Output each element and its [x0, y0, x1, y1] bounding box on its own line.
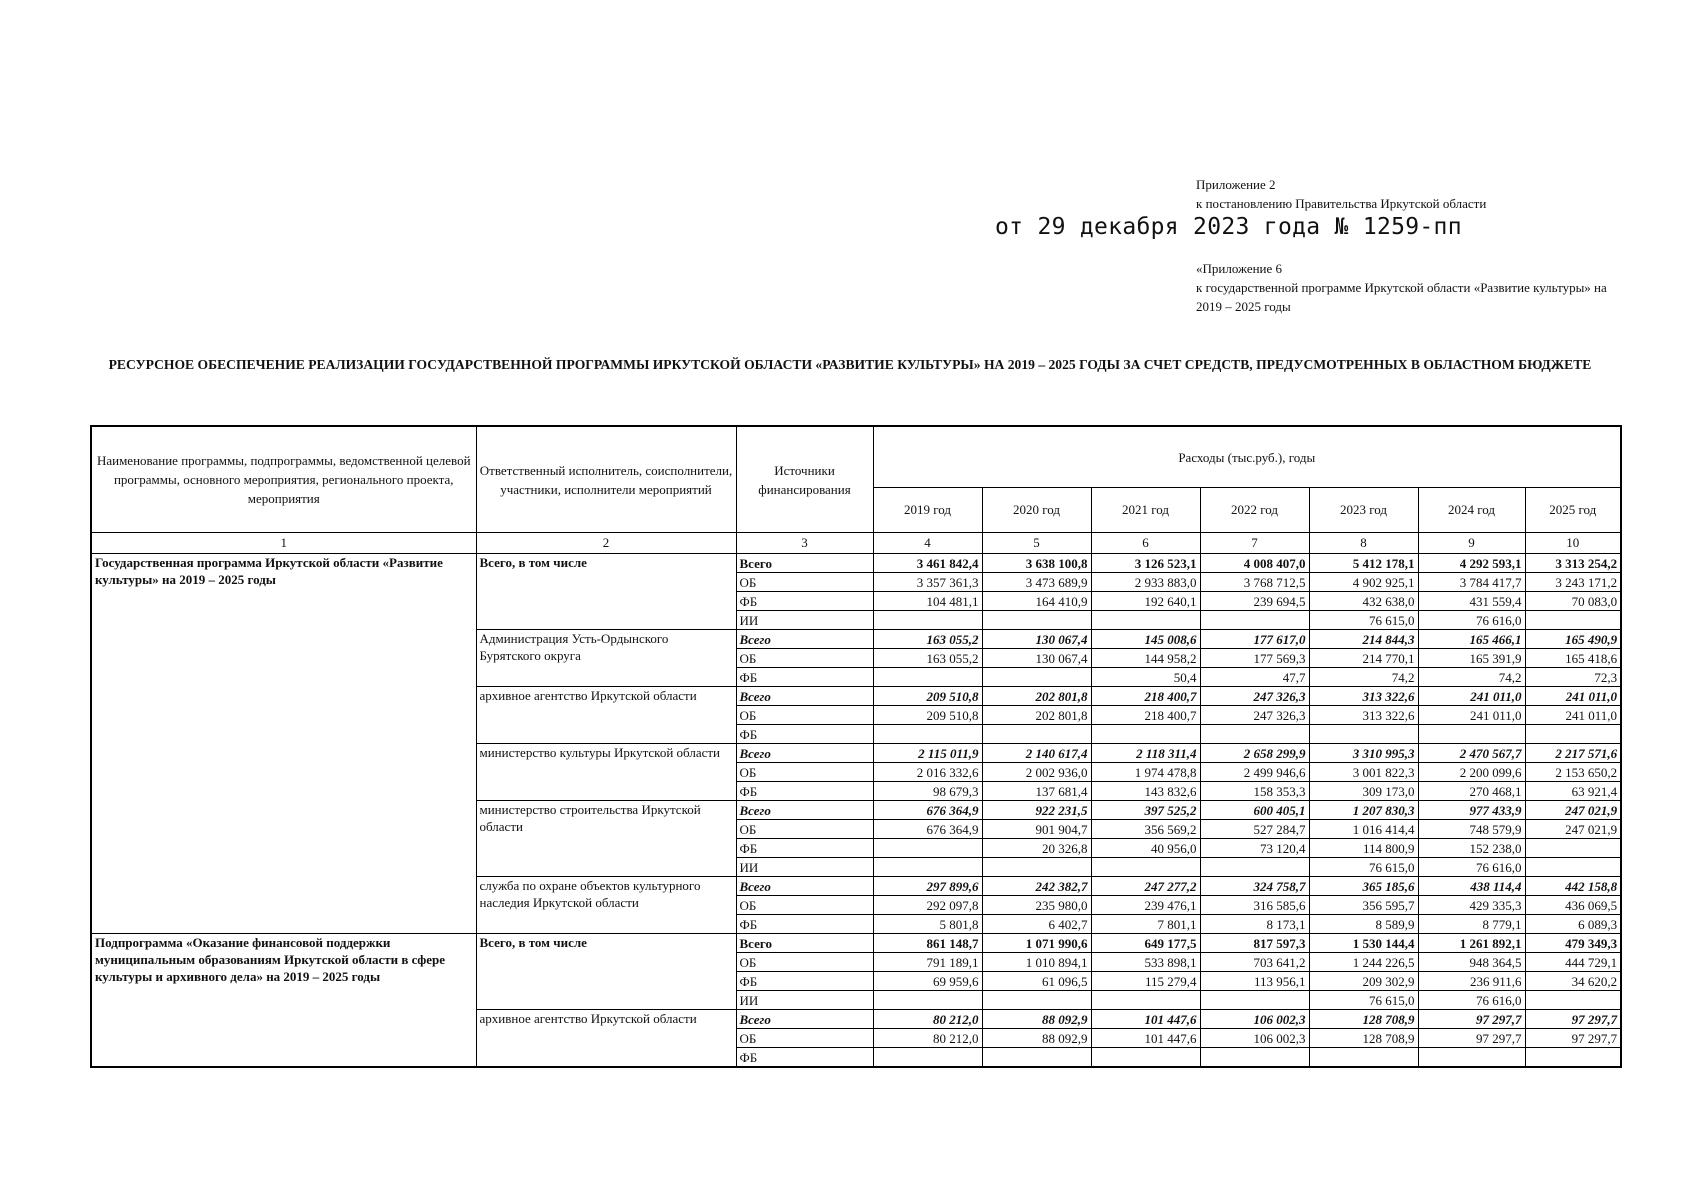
funding-source: Всего [736, 630, 873, 649]
year-header: 2025 год [1525, 488, 1621, 533]
amount-cell: 600 405,1 [1200, 801, 1309, 820]
funding-source: ОБ [736, 649, 873, 668]
amount-cell: 922 231,5 [982, 801, 1091, 820]
amount-cell: 202 801,8 [982, 687, 1091, 706]
amount-cell: 6 402,7 [982, 915, 1091, 934]
amount-cell: 97 297,7 [1418, 1010, 1525, 1029]
amount-cell: 438 114,4 [1418, 877, 1525, 896]
amount-cell: 164 410,9 [982, 592, 1091, 611]
col-number: 3 [736, 533, 873, 554]
amount-cell: 5 801,8 [873, 915, 982, 934]
col-header-executor: Ответственный исполнитель, соисполнители, участники, исполнители мероприятий [476, 426, 736, 533]
amount-cell: 3 473 689,9 [982, 573, 1091, 592]
amount-cell [1091, 991, 1200, 1010]
funding-source: ОБ [736, 573, 873, 592]
amount-cell: 20 326,8 [982, 839, 1091, 858]
col-header-source: Источники финансирования [736, 426, 873, 533]
amount-cell: 324 758,7 [1200, 877, 1309, 896]
amount-cell: 1 010 894,1 [982, 953, 1091, 972]
amount-cell: 76 615,0 [1309, 991, 1418, 1010]
appendix6-line-1: «Приложение 6 [1196, 261, 1283, 276]
amount-cell: 97 297,7 [1525, 1029, 1621, 1048]
col-header-expenses: Расходы (тыс.руб.), годы [873, 426, 1621, 488]
funding-source: ОБ [736, 1029, 873, 1048]
amount-cell: 3 126 523,1 [1091, 554, 1200, 573]
amount-cell: 241 011,0 [1525, 706, 1621, 725]
amount-cell: 241 011,0 [1418, 687, 1525, 706]
year-header: 2021 год [1091, 488, 1200, 533]
amount-cell [1525, 611, 1621, 630]
amount-cell [1525, 839, 1621, 858]
year-header: 2020 год [982, 488, 1091, 533]
amount-cell: 2 499 946,6 [1200, 763, 1309, 782]
col-number: 5 [982, 533, 1091, 554]
amount-cell: 106 002,3 [1200, 1010, 1309, 1029]
document-title: РЕСУРСНОЕ ОБЕСПЕЧЕНИЕ РЕАЛИЗАЦИИ ГОСУДАРСТВЕННОЙ ПРОГРАММЫ ИРКУТСКОЙ ОБЛАСТИ «РАЗВИТИЕ КУЛЬТУРЫ» НА 2019 – 2025 ГОДЫ ЗА СЧЕТ СРЕДСТВ, ПРЕДУСМОТРЕННЫХ В ОБЛАСТНОМ БЮДЖЕТЕ [108, 357, 1592, 372]
amount-cell: 676 364,9 [873, 801, 982, 820]
amount-cell: 1 207 830,3 [1309, 801, 1418, 820]
table-body [91, 554, 1621, 1068]
amount-cell: 128 708,9 [1309, 1029, 1418, 1048]
funding-source: Всего [736, 1010, 873, 1029]
amount-cell: 297 899,6 [873, 877, 982, 896]
col-number: 7 [1200, 533, 1309, 554]
amount-cell: 3 357 361,3 [873, 573, 982, 592]
amount-cell: 165 418,6 [1525, 649, 1621, 668]
amount-cell: 152 238,0 [1418, 839, 1525, 858]
amount-cell: 3 243 171,2 [1525, 573, 1621, 592]
funding-source: Всего [736, 934, 873, 953]
amount-cell: 2 002 936,0 [982, 763, 1091, 782]
amount-cell: 4 008 407,0 [1200, 554, 1309, 573]
amount-cell: 73 120,4 [1200, 839, 1309, 858]
amount-cell: 247 326,3 [1200, 687, 1309, 706]
amount-cell: 977 433,9 [1418, 801, 1525, 820]
col-number: 4 [873, 533, 982, 554]
amount-cell: 4 292 593,1 [1418, 554, 1525, 573]
amount-cell [873, 1048, 982, 1068]
amount-cell: 50,4 [1091, 668, 1200, 687]
amount-cell [1418, 1048, 1525, 1068]
amount-cell: 247 021,9 [1525, 801, 1621, 820]
amount-cell: 145 008,6 [1091, 630, 1200, 649]
amount-cell: 163 055,2 [873, 630, 982, 649]
col-number: 8 [1309, 533, 1418, 554]
amount-cell: 397 525,2 [1091, 801, 1200, 820]
amount-cell: 436 069,5 [1525, 896, 1621, 915]
amount-cell: 3 313 254,2 [1525, 554, 1621, 573]
appendix-header [1196, 175, 1486, 213]
amount-cell: 1 244 226,5 [1309, 953, 1418, 972]
amount-cell: 76 616,0 [1418, 991, 1525, 1010]
amount-cell [1309, 725, 1418, 744]
amount-cell: 218 400,7 [1091, 706, 1200, 725]
table-row [91, 934, 1621, 953]
amount-cell: 70 083,0 [1525, 592, 1621, 611]
amount-cell: 61 096,5 [982, 972, 1091, 991]
executor-name: министерство культуры Иркутской области [476, 744, 736, 801]
amount-cell: 158 353,3 [1200, 782, 1309, 801]
amount-cell: 214 770,1 [1309, 649, 1418, 668]
amount-cell [1091, 858, 1200, 877]
amount-cell: 2 470 567,7 [1418, 744, 1525, 763]
amount-cell: 247 021,9 [1525, 820, 1621, 839]
amount-cell: 88 092,9 [982, 1010, 1091, 1029]
amount-cell: 3 310 995,3 [1309, 744, 1418, 763]
amount-cell: 97 297,7 [1418, 1029, 1525, 1048]
amount-cell [1525, 991, 1621, 1010]
amount-cell: 76 615,0 [1309, 611, 1418, 630]
col-number: 9 [1418, 533, 1525, 554]
amount-cell [982, 668, 1091, 687]
amount-cell: 130 067,4 [982, 630, 1091, 649]
amount-cell: 143 832,6 [1091, 782, 1200, 801]
amount-cell: 209 510,8 [873, 706, 982, 725]
amount-cell [873, 839, 982, 858]
amount-cell [1525, 725, 1621, 744]
amount-cell [1525, 858, 1621, 877]
amount-cell: 101 447,6 [1091, 1010, 1200, 1029]
amount-cell: 444 729,1 [1525, 953, 1621, 972]
funding-source: ФБ [736, 839, 873, 858]
amount-cell: 313 322,6 [1309, 687, 1418, 706]
amount-cell: 316 585,6 [1200, 896, 1309, 915]
executor-name: Всего, в том числе [476, 934, 736, 1010]
amount-cell [1200, 991, 1309, 1010]
amount-cell: 144 958,2 [1091, 649, 1200, 668]
executor-name: архивное агентство Иркутской области [476, 1010, 736, 1068]
amount-cell: 6 089,3 [1525, 915, 1621, 934]
amount-cell [1525, 1048, 1621, 1068]
amount-cell: 74,2 [1309, 668, 1418, 687]
amount-cell [982, 991, 1091, 1010]
amount-cell [1418, 725, 1525, 744]
amount-cell: 47,7 [1200, 668, 1309, 687]
amount-cell: 365 185,6 [1309, 877, 1418, 896]
amount-cell: 115 279,4 [1091, 972, 1200, 991]
col-number: 2 [476, 533, 736, 554]
amount-cell: 1 974 478,8 [1091, 763, 1200, 782]
amount-cell: 861 148,7 [873, 934, 982, 953]
amount-cell: 2 933 883,0 [1091, 573, 1200, 592]
amount-cell: 239 694,5 [1200, 592, 1309, 611]
amount-cell: 209 302,9 [1309, 972, 1418, 991]
funding-source: Всего [736, 744, 873, 763]
funding-source: ФБ [736, 972, 873, 991]
amount-cell: 80 212,0 [873, 1010, 982, 1029]
funding-source: ФБ [736, 668, 873, 687]
amount-cell: 2 115 011,9 [873, 744, 982, 763]
amount-cell: 2 118 311,4 [1091, 744, 1200, 763]
appendix-line-2: к постановлению Правительства Иркутской области [1196, 196, 1487, 211]
funding-source: Всего [736, 877, 873, 896]
executor-name: Администрация Усть-Ордынского Бурятского округа [476, 630, 736, 687]
amount-cell: 40 956,0 [1091, 839, 1200, 858]
amount-cell: 356 569,2 [1091, 820, 1200, 839]
funding-source: ИИ [736, 858, 873, 877]
funding-source: Всего [736, 687, 873, 706]
amount-cell: 72,3 [1525, 668, 1621, 687]
col-number: 1 [91, 533, 476, 554]
funding-source: ИИ [736, 611, 873, 630]
year-header: 2019 год [873, 488, 982, 533]
amount-cell: 4 902 925,1 [1309, 573, 1418, 592]
amount-cell: 431 559,4 [1418, 592, 1525, 611]
amount-cell [1200, 725, 1309, 744]
amount-cell: 8 173,1 [1200, 915, 1309, 934]
amount-cell: 76 616,0 [1418, 611, 1525, 630]
amount-cell: 2 140 617,4 [982, 744, 1091, 763]
amount-cell [982, 725, 1091, 744]
col-number: 10 [1525, 533, 1621, 554]
amount-cell: 241 011,0 [1525, 687, 1621, 706]
amount-cell: 247 326,3 [1200, 706, 1309, 725]
amount-cell: 1 261 892,1 [1418, 934, 1525, 953]
amount-cell: 270 468,1 [1418, 782, 1525, 801]
funding-source: Всего [736, 554, 873, 573]
amount-cell: 292 097,8 [873, 896, 982, 915]
amount-cell: 106 002,3 [1200, 1029, 1309, 1048]
amount-cell: 2 016 332,6 [873, 763, 982, 782]
amount-cell [873, 858, 982, 877]
amount-cell: 241 011,0 [1418, 706, 1525, 725]
amount-cell: 74,2 [1418, 668, 1525, 687]
funding-source: Всего [736, 801, 873, 820]
funding-source: ИИ [736, 991, 873, 1010]
funding-source: ФБ [736, 1048, 873, 1068]
amount-cell: 163 055,2 [873, 649, 982, 668]
funding-source: ОБ [736, 706, 873, 725]
amount-cell: 676 364,9 [873, 820, 982, 839]
amount-cell: 3 461 842,4 [873, 554, 982, 573]
amount-cell [873, 725, 982, 744]
amount-cell: 1 071 990,6 [982, 934, 1091, 953]
amount-cell: 2 153 650,2 [1525, 763, 1621, 782]
amount-cell: 239 476,1 [1091, 896, 1200, 915]
amount-cell: 901 904,7 [982, 820, 1091, 839]
amount-cell: 703 641,2 [1200, 953, 1309, 972]
amount-cell: 748 579,9 [1418, 820, 1525, 839]
amount-cell [982, 611, 1091, 630]
year-header: 2024 год [1418, 488, 1525, 533]
amount-cell: 5 412 178,1 [1309, 554, 1418, 573]
amount-cell: 165 466,1 [1418, 630, 1525, 649]
amount-cell: 130 067,4 [982, 649, 1091, 668]
amount-cell: 8 589,9 [1309, 915, 1418, 934]
executor-name: архивное агентство Иркутской области [476, 687, 736, 744]
amount-cell: 177 569,3 [1200, 649, 1309, 668]
executor-name: служба по охране объектов культурного наследия Иркутской области [476, 877, 736, 934]
amount-cell: 3 768 712,5 [1200, 573, 1309, 592]
appendix-line-1: Приложение 2 [1196, 177, 1276, 192]
amount-cell: 113 956,1 [1200, 972, 1309, 991]
col-number: 6 [1091, 533, 1200, 554]
resource-table [90, 425, 1622, 1068]
amount-cell [1091, 1048, 1200, 1068]
amount-cell: 236 911,6 [1418, 972, 1525, 991]
amount-cell [1091, 725, 1200, 744]
amount-cell: 649 177,5 [1091, 934, 1200, 953]
amount-cell [1091, 611, 1200, 630]
amount-cell [873, 991, 982, 1010]
executor-name: министерство строительства Иркутской области [476, 801, 736, 877]
funding-source: ФБ [736, 592, 873, 611]
program-name: Подпрограмма «Оказание финансовой поддержки муниципальным образованиям Иркутской области в сфере культуры и архивного дела» на 2019 – 2025 годы [91, 934, 476, 1068]
amount-cell [873, 611, 982, 630]
amount-cell: 218 400,7 [1091, 687, 1200, 706]
amount-cell: 34 620,2 [1525, 972, 1621, 991]
amount-cell: 313 322,6 [1309, 706, 1418, 725]
funding-source: ОБ [736, 896, 873, 915]
amount-cell: 76 615,0 [1309, 858, 1418, 877]
amount-cell: 80 212,0 [873, 1029, 982, 1048]
appendix6-line-2: к государственной программе Иркутской области «Развитие культуры» на 2019 – 2025 годы [1196, 280, 1607, 314]
amount-cell: 817 597,3 [1200, 934, 1309, 953]
amount-cell: 101 447,6 [1091, 1029, 1200, 1048]
amount-cell: 165 490,9 [1525, 630, 1621, 649]
table-row [91, 554, 1621, 573]
amount-cell [982, 858, 1091, 877]
funding-source: ОБ [736, 763, 873, 782]
funding-source: ОБ [736, 820, 873, 839]
amount-cell [1309, 1048, 1418, 1068]
amount-cell: 429 335,3 [1418, 896, 1525, 915]
amount-cell: 3 001 822,3 [1309, 763, 1418, 782]
amount-cell: 479 349,3 [1525, 934, 1621, 953]
amount-cell [1200, 1048, 1309, 1068]
program-name: Государственная программа Иркутской области «Развитие культуры» на 2019 – 2025 годы [91, 554, 476, 934]
year-header: 2022 год [1200, 488, 1309, 533]
amount-cell: 442 158,8 [1525, 877, 1621, 896]
amount-cell: 63 921,4 [1525, 782, 1621, 801]
col-header-name: Наименование программы, подпрограммы, ведомственной целевой программы, основного мероприятия, регионального проекта, мероприятия [91, 426, 476, 533]
amount-cell: 533 898,1 [1091, 953, 1200, 972]
amount-cell: 202 801,8 [982, 706, 1091, 725]
amount-cell: 309 173,0 [1309, 782, 1418, 801]
decree-date: от 29 декабря 2023 года № 1259-пп [995, 214, 1462, 240]
amount-cell: 137 681,4 [982, 782, 1091, 801]
amount-cell: 432 638,0 [1309, 592, 1418, 611]
amount-cell [1200, 611, 1309, 630]
funding-source: ФБ [736, 915, 873, 934]
amount-cell: 3 638 100,8 [982, 554, 1091, 573]
amount-cell: 791 189,1 [873, 953, 982, 972]
amount-cell: 3 784 417,7 [1418, 573, 1525, 592]
amount-cell: 128 708,9 [1309, 1010, 1418, 1029]
amount-cell: 114 800,9 [1309, 839, 1418, 858]
amount-cell: 76 616,0 [1418, 858, 1525, 877]
amount-cell [873, 668, 982, 687]
amount-cell: 1 016 414,4 [1309, 820, 1418, 839]
amount-cell: 356 595,7 [1309, 896, 1418, 915]
amount-cell: 177 617,0 [1200, 630, 1309, 649]
executor-name: Всего, в том числе [476, 554, 736, 630]
year-header: 2023 год [1309, 488, 1418, 533]
amount-cell: 8 779,1 [1418, 915, 1525, 934]
amount-cell: 104 481,1 [873, 592, 982, 611]
amount-cell: 527 284,7 [1200, 820, 1309, 839]
amount-cell: 165 391,9 [1418, 649, 1525, 668]
amount-cell: 2 217 571,6 [1525, 744, 1621, 763]
amount-cell: 948 364,5 [1418, 953, 1525, 972]
amount-cell: 242 382,7 [982, 877, 1091, 896]
amount-cell: 2 200 099,6 [1418, 763, 1525, 782]
amount-cell: 97 297,7 [1525, 1010, 1621, 1029]
amount-cell: 7 801,1 [1091, 915, 1200, 934]
amount-cell [982, 1048, 1091, 1068]
column-number-row [91, 533, 1621, 554]
amount-cell [1200, 858, 1309, 877]
amount-cell: 214 844,3 [1309, 630, 1418, 649]
amount-cell: 247 277,2 [1091, 877, 1200, 896]
funding-source: ФБ [736, 782, 873, 801]
amount-cell: 69 959,6 [873, 972, 982, 991]
amount-cell: 209 510,8 [873, 687, 982, 706]
amount-cell: 1 530 144,4 [1309, 934, 1418, 953]
amount-cell: 235 980,0 [982, 896, 1091, 915]
funding-source: ФБ [736, 725, 873, 744]
amount-cell: 88 092,9 [982, 1029, 1091, 1048]
funding-source: ОБ [736, 953, 873, 972]
amount-cell: 192 640,1 [1091, 592, 1200, 611]
amount-cell: 2 658 299,9 [1200, 744, 1309, 763]
appendix6-header [1196, 259, 1616, 316]
amount-cell: 98 679,3 [873, 782, 982, 801]
